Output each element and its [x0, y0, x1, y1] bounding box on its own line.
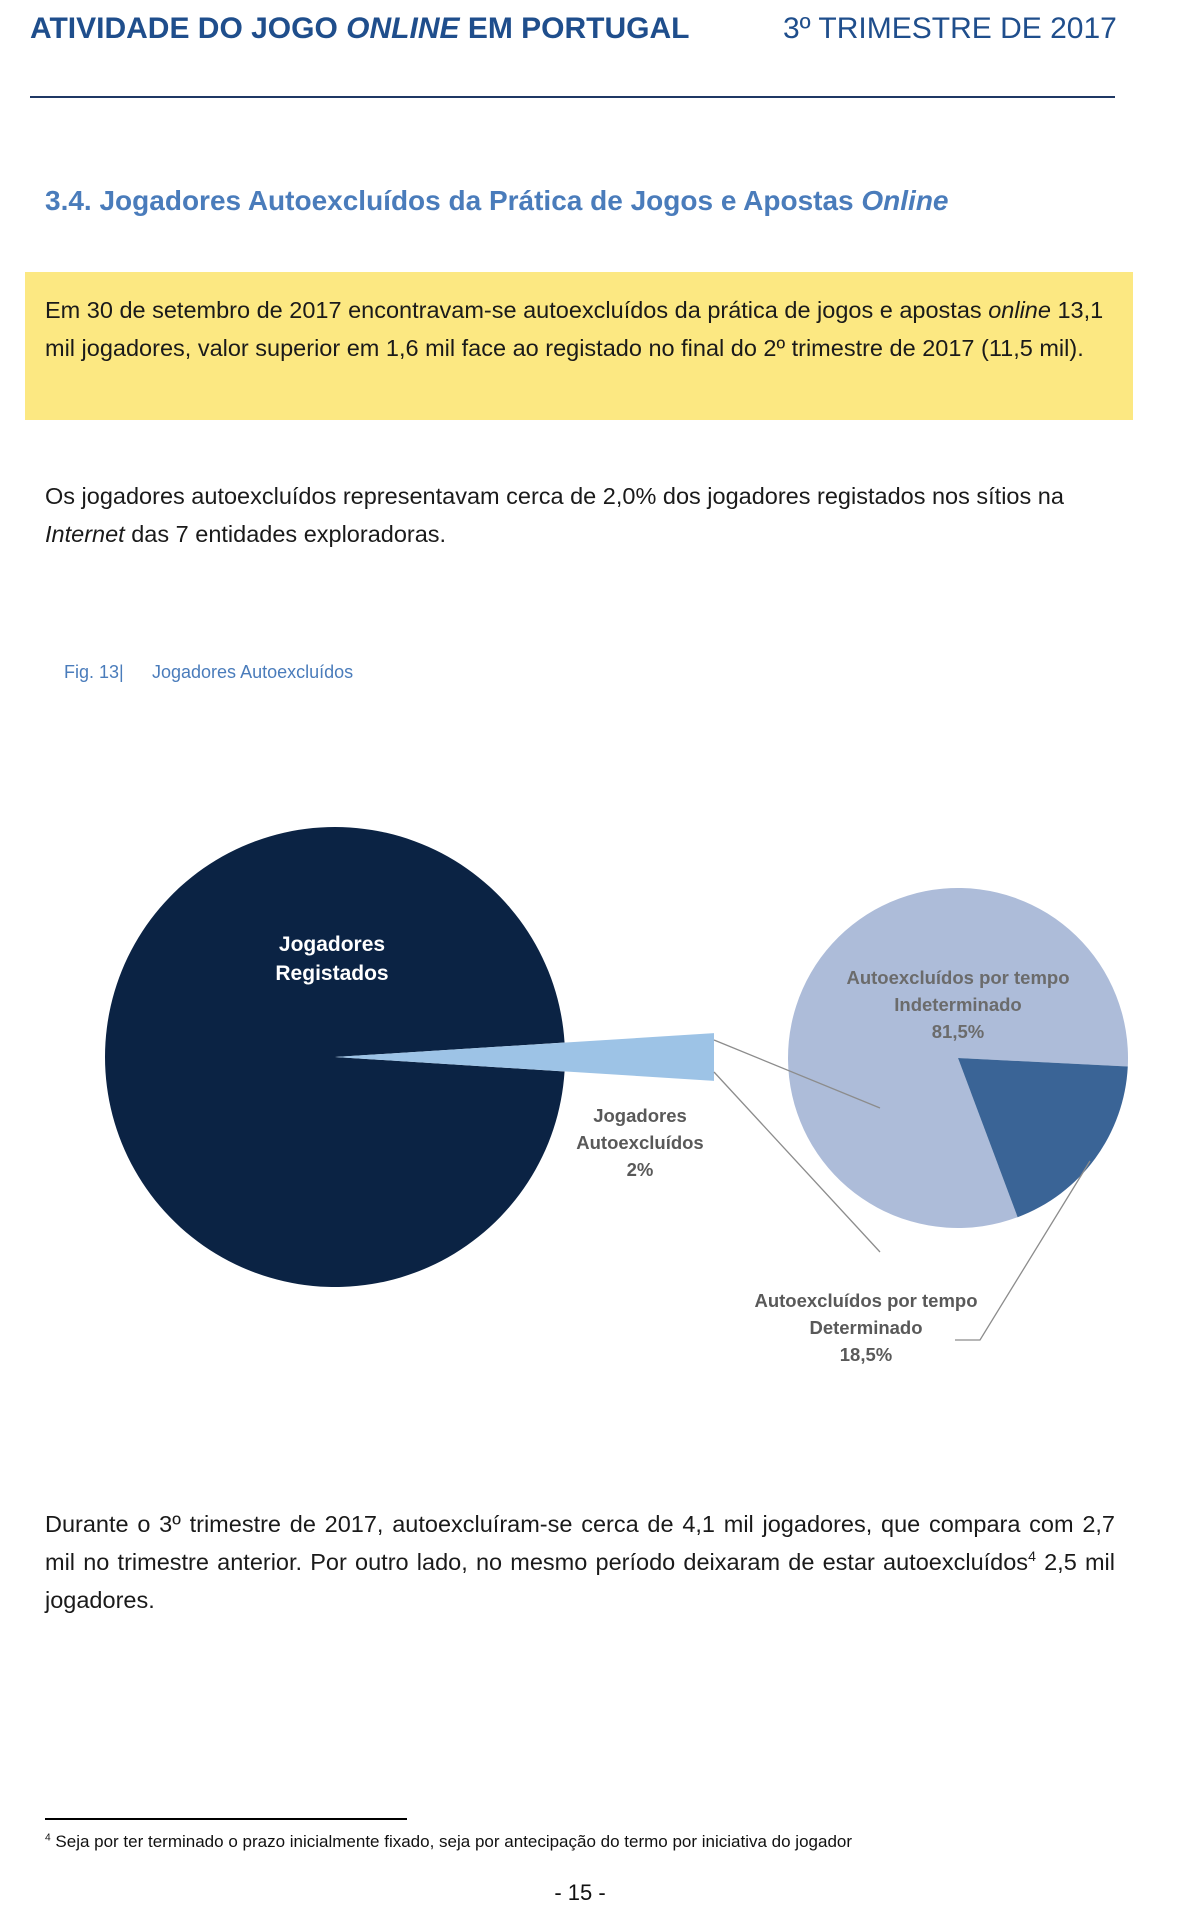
- body-paragraph: [45, 477, 1115, 553]
- chart-svg: [0, 780, 1200, 1400]
- footnote-divider: [45, 1818, 407, 1820]
- label-determinado-value: 18,5%: [839, 1344, 893, 1365]
- footnote-marker: 4: [45, 1832, 51, 1844]
- text-run-italic: online: [988, 297, 1051, 323]
- footnote-ref: 4: [1028, 1548, 1036, 1565]
- figure-title: Jogadores Autoexcluídos: [152, 662, 354, 682]
- label-indeterminado-line1: Autoexcluídos por tempo: [846, 967, 1070, 988]
- section-title-text: 3.4. Jogadores Autoexcluídos da Prática de Jogos e Apostas: [45, 185, 862, 216]
- label-determinado-line2: Determinado: [809, 1317, 923, 1338]
- label-autoexcluidos-line2: Autoexcluídos: [576, 1132, 704, 1153]
- footnote: [45, 1832, 852, 1852]
- text-run: Durante o 3º trimestre de 2017, autoexcluíram-se cerca de 4,1 mil jogadores, que compara com 2,7 mil no trimestre anterior. Por outro lado, no mesmo período deixaram de estar autoexcluídos: [45, 1511, 1115, 1575]
- figure-number: Fig. 13|: [64, 662, 124, 682]
- text-run: Em 30 de setembro de 2017 encontravam-se autoexcluídos da prática de jogos e apostas: [45, 297, 989, 323]
- footnote-text: Seja por ter terminado o prazo inicialmente fixado, seja por antecipação do termo por iniciativa do jogador: [50, 1832, 853, 1851]
- label-indeterminado-value: 81,5%: [931, 1021, 985, 1042]
- label-registados-line1: Jogadores: [278, 933, 386, 956]
- text-run: das 7 entidades exploradoras.: [124, 521, 447, 547]
- header-divider: [30, 96, 1115, 98]
- body-paragraph-3: [45, 1505, 1115, 1619]
- label-autoexcluidos-line1: Jogadores: [593, 1105, 687, 1126]
- header-title-part: EM PORTUGAL: [459, 12, 690, 45]
- label-autoexcluidos-value: 2%: [626, 1159, 654, 1180]
- section-title-italic: Online: [861, 185, 949, 216]
- section-title: [45, 185, 949, 217]
- text-run-italic: Internet: [45, 521, 125, 547]
- text-run: Os jogadores autoexcluídos representavam cerca de 2,0% dos jogadores registados nos sítios na: [45, 483, 1064, 509]
- header-title-part: ATIVIDADE DO JOGO: [30, 12, 347, 45]
- highlight-paragraph: [45, 291, 1115, 367]
- page-number: - 15 -: [554, 1880, 606, 1905]
- label-indeterminado-line2: Indeterminado: [894, 994, 1022, 1015]
- header-period: 3º TRIMESTRE DE 2017: [783, 12, 1117, 45]
- header-title-italic: ONLINE: [346, 12, 460, 45]
- header-title: [30, 12, 690, 46]
- text-run: 2,5 mil jogadores.: [45, 1549, 1115, 1613]
- pie-of-pie-chart: [0, 780, 1200, 1400]
- label-determinado-line1: Autoexcluídos por tempo: [754, 1290, 978, 1311]
- label-registados-line2: Registados: [275, 962, 389, 985]
- text-run: 13,1 mil jogadores, valor superior em 1,6 mil face ao registado no final do 2º trimestre de 2017 (11,5 mil).: [45, 297, 1104, 361]
